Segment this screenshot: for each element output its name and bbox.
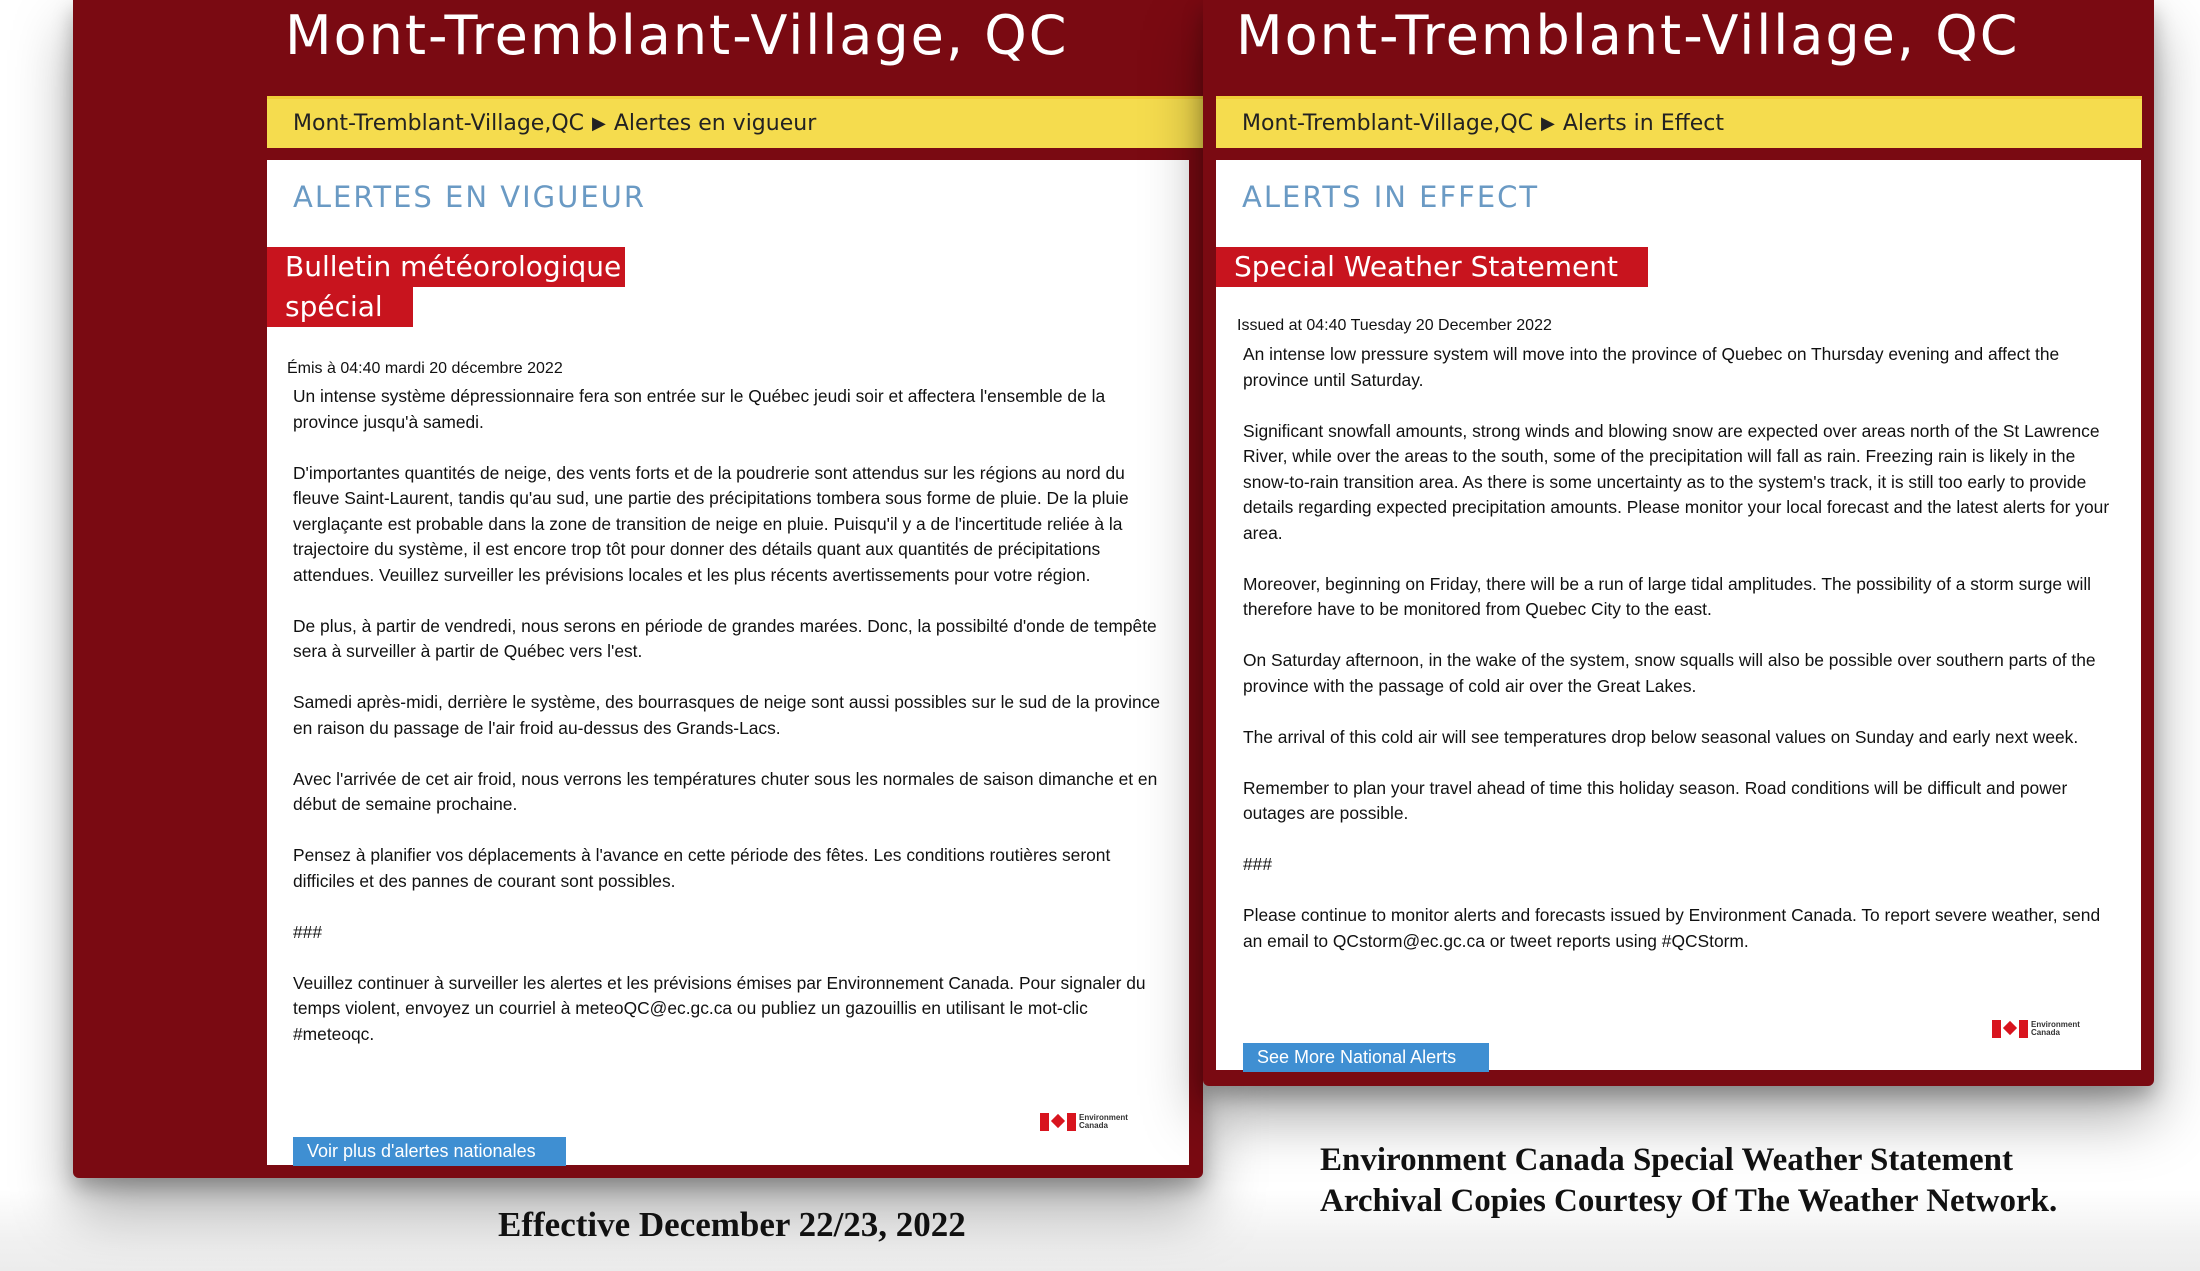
alert-paragraph: Please continue to monitor alerts and forecasts issued by Environment Canada. To report severe weather, send an email to QCstorm@ec.gc.ca or tweet reports using #QCStorm. — [1243, 905, 2101, 951]
more-alerts-button[interactable]: See More National Alerts — [1243, 1043, 1489, 1072]
breadcrumb-location-link[interactable]: Mont-Tremblant-Village,QC — [293, 111, 584, 136]
issued-time: Émis à 04:40 mardi 20 décembre 2022 — [287, 360, 563, 377]
credit-line2: Archival Copies Courtesy Of The Weather Network. — [1320, 1183, 2058, 1219]
logo-line2: Canada — [2031, 1028, 2060, 1037]
alert-paragraph: Moreover, beginning on Friday, there will be a run of large tidal amplitudes. The possibility of a storm surge will therefore have to be monitored from Quebec City to the east. — [1243, 573, 2092, 619]
credit-caption — [1320, 1140, 2057, 1222]
breadcrumb — [267, 96, 1203, 148]
alert-title-line2: spécial — [267, 287, 413, 327]
alert-paragraph: D'importantes quantités de neige, des vents forts et de la poudrerie sont attendus sur les régions au nord du fleuve Saint-Laurent, tandis qu'au sud, une partie des précipitations tombera sous forme de pluie. De la pluie verglaçante est probable dans la zone de transition de neige en pluie. Puisqu'il y a de l'incertitude reliée à la trajectoire du système, il est encore trop tôt pour donner des détails quant aux quantités de précipitations attendues. Veuillez surveiller les prévisions locales et les plus récents avertissements pour votre région. — [293, 462, 1129, 585]
alert-title-line1: Bulletin météorologique — [267, 247, 625, 287]
logo-line1: Environment — [2031, 1020, 2080, 1029]
alert-paragraph: Avec l'arrivée de cet air froid, nous verrons les températures chuter sous les normales de saison dimanche et en début de semaine prochaine. — [293, 768, 1158, 814]
breadcrumb-current-page: Alerts in Effect — [1562, 111, 1725, 136]
canada-flag-icon — [1992, 1020, 2028, 1038]
effective-date-caption: Effective December 22/23, 2022 — [498, 1205, 966, 1244]
alert-paragraph: De plus, à partir de vendredi, nous serons en période de grandes marées. Donc, la possibilté d'onde de tempête sera à surveiller à partir de Québec vers l'est. — [293, 615, 1157, 661]
alert-paragraph: Samedi après-midi, derrière le système, des bourrasques de neige sont aussi possibles sur le sud de la province en raison du passage de l'air froid au-dessus des Grands-Lacs. — [293, 692, 1161, 738]
alert-paragraph: Un intense système dépressionnaire fera son entrée sur le Québec jeudi soir et affectera l'ensemble de la province jusqu'à samedi. — [293, 386, 1106, 432]
logo-line2: Canada — [1079, 1121, 1108, 1130]
alert-paragraph: The arrival of this cold air will see temperatures drop below seasonal values on Sunday and early next week. — [1243, 726, 2079, 747]
alert-paragraph: Significant snowfall amounts, strong winds and blowing snow are expected over areas north of the St Lawrence River, while over the areas to the south, some of the precipitation will fall as rain. Freezing rain is likely in the snow-to-rain transition area. As there is some uncertainty as to the system's track, it is still too early to provide details regarding expected precipitation amounts. Please monitor your local forecast and the latest alerts for your area. — [1243, 420, 2110, 543]
alert-paragraph: Pensez à planifier vos déplacements à l'avance en cette période des fêtes. Les conditions routières seront difficiles et des pannes de courant sont possibles. — [293, 845, 1111, 891]
breadcrumb-current-page: Alertes en vigueur — [613, 111, 817, 136]
alert-title: Special Weather Statement — [1216, 247, 1648, 287]
breadcrumb — [1216, 96, 2142, 148]
environment-canada-logo — [1992, 1020, 2080, 1038]
logo-line1: Environment — [1079, 1113, 1128, 1122]
french-alert-panel — [73, 0, 1203, 1178]
breadcrumb-arrow-icon: ▶ — [1541, 113, 1555, 134]
section-title: ALERTES EN VIGUEUR — [293, 180, 647, 214]
environment-canada-logo — [1040, 1113, 1128, 1131]
canada-flag-icon — [1040, 1113, 1076, 1131]
section-title: ALERTS IN EFFECT — [1242, 180, 1540, 214]
alert-separator: ### — [1243, 854, 1273, 874]
alert-card — [267, 160, 1189, 1165]
credit-line1: Environment Canada Special Weather Statement — [1320, 1142, 2014, 1178]
alert-body — [293, 384, 1173, 1073]
alert-body — [1243, 342, 2123, 980]
city-title: Mont-Tremblant-Village, QC — [1236, 4, 2020, 67]
breadcrumb-arrow-icon: ▶ — [592, 113, 606, 134]
alert-paragraph: On Saturday afternoon, in the wake of the system, snow squalls will also be possible over southern parts of the province with the passage of cold air over the Great Lakes. — [1243, 650, 2096, 696]
more-alerts-button[interactable]: Voir plus d'alertes nationales — [293, 1137, 566, 1166]
issued-time: Issued at 04:40 Tuesday 20 December 2022 — [1237, 317, 1552, 334]
alert-paragraph: Veuillez continuer à surveiller les alertes et les prévisions émises par Environnement Canada. Pour signaler du temps violent, envoyez un courriel à meteoQC@ec.gc.ca ou publiez un gazouillis en utilisant le mot-clic #meteoqc. — [293, 972, 1146, 1044]
city-title: Mont-Tremblant-Village, QC — [285, 4, 1069, 67]
alert-card — [1216, 160, 2141, 1070]
english-alert-panel — [1203, 0, 2154, 1086]
breadcrumb-location-link[interactable]: Mont-Tremblant-Village,QC — [1242, 111, 1533, 136]
alert-paragraph: An intense low pressure system will move into the province of Quebec on Thursday evening and affect the province until Saturday. — [1243, 344, 2060, 390]
alert-paragraph: Remember to plan your travel ahead of time this holiday season. Road conditions will be difficult and power outages are possible. — [1243, 777, 2068, 823]
alert-separator: ### — [293, 921, 323, 942]
